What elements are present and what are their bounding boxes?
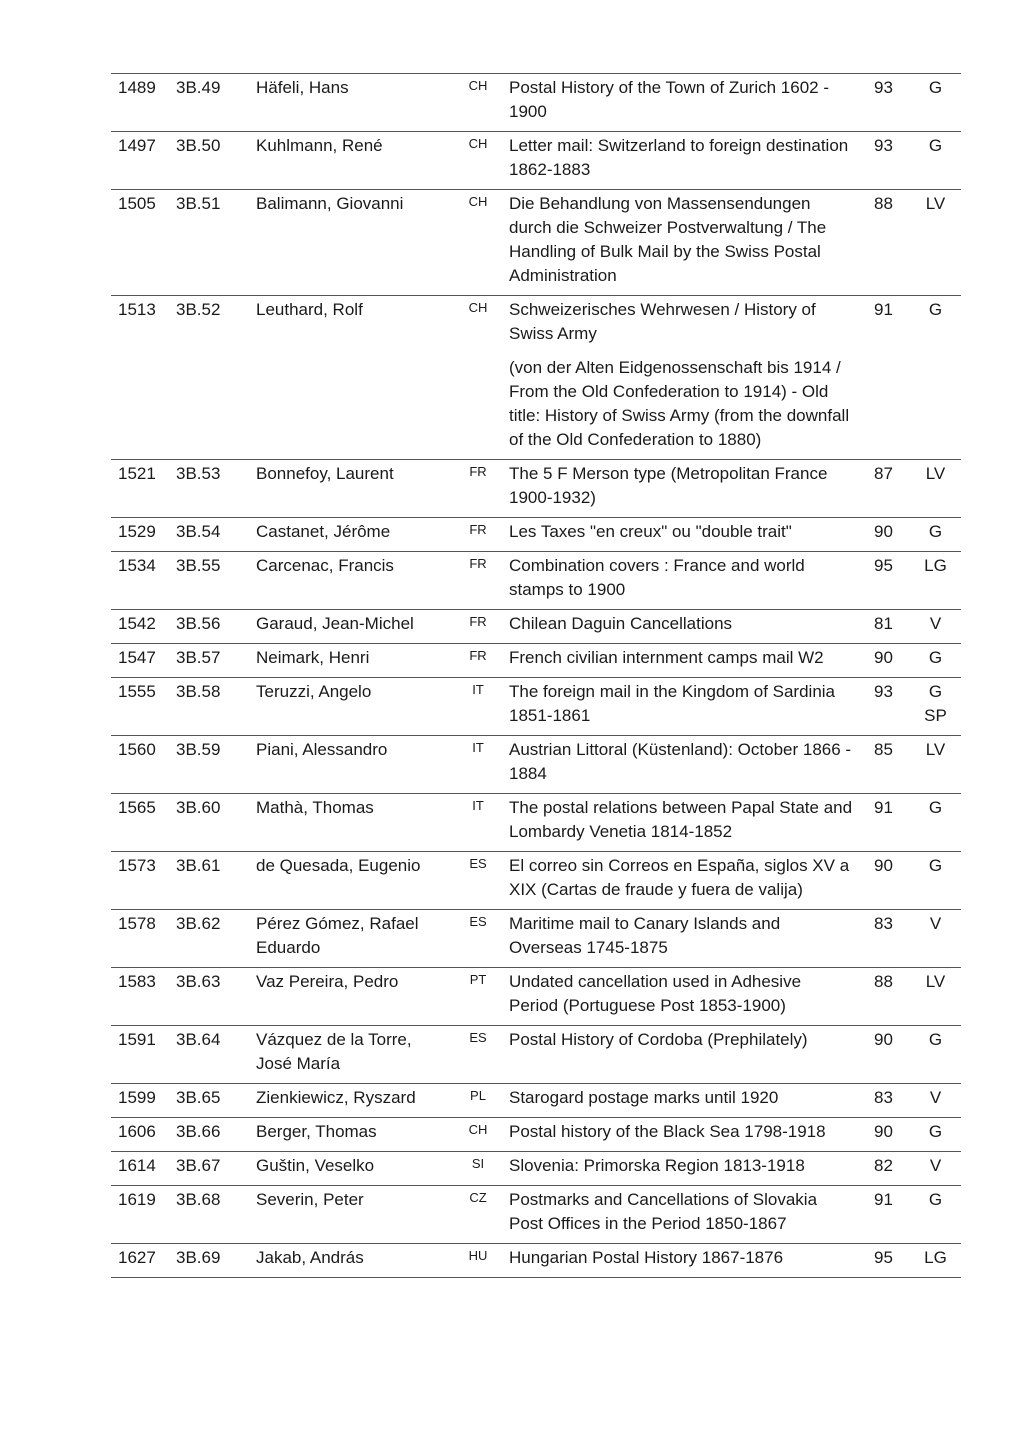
country-code: ES: [453, 910, 503, 968]
exhibitor-name: Balimann, Giovanni: [250, 190, 453, 296]
medal-code: LV: [925, 464, 946, 483]
frame-number: 3B.58: [170, 678, 250, 736]
medal-code: G: [928, 1122, 943, 1141]
medal-code: LV: [925, 740, 946, 759]
medal-code: V: [929, 1156, 942, 1175]
medal-code: G: [928, 856, 943, 875]
country-code: CZ: [453, 1186, 503, 1244]
medal-award: [910, 678, 961, 736]
medal-award: [910, 1186, 961, 1244]
page-number: 1521: [111, 460, 170, 518]
points-score: 93: [860, 74, 910, 132]
page-number: 1497: [111, 132, 170, 190]
exhibit-title-paragraph: Undated cancellation used in Adhesive Period (Portuguese Post 1853-1900): [509, 972, 802, 1015]
exhibitor-name: Zienkiewicz, Ryszard: [250, 1084, 453, 1118]
points-score: 83: [860, 1084, 910, 1118]
frame-number: 3B.57: [170, 644, 250, 678]
table-row: [111, 1084, 961, 1118]
exhibit-title-paragraph: Postmarks and Cancellations of Slovakia Post Offices in the Period 1850-1867: [509, 1190, 818, 1233]
frame-number: 3B.67: [170, 1152, 250, 1186]
country-code: FR: [453, 518, 503, 552]
exhibit-title-paragraph: Les Taxes "en creux" ou "double trait": [509, 522, 792, 541]
exhibit-title-paragraph: Combination covers : France and world stamps to 1900: [509, 556, 805, 599]
country-code: ES: [453, 1026, 503, 1084]
frame-number: 3B.59: [170, 736, 250, 794]
medal-code: G: [928, 300, 943, 319]
frame-number: 3B.50: [170, 132, 250, 190]
frame-number: 3B.66: [170, 1118, 250, 1152]
page-number: 1505: [111, 190, 170, 296]
country-code: CH: [453, 74, 503, 132]
table-row: [111, 968, 961, 1026]
country-code: FR: [453, 460, 503, 518]
exhibitor-name: Mathà, Thomas: [250, 794, 453, 852]
points-score: 88: [860, 190, 910, 296]
points-score: 83: [860, 910, 910, 968]
medal-award: [910, 644, 961, 678]
exhibitor-name: Piani, Alessandro: [250, 736, 453, 794]
points-score: 82: [860, 1152, 910, 1186]
exhibit-title: [503, 1152, 860, 1186]
points-score: 95: [860, 1244, 910, 1278]
table-row: [111, 190, 961, 296]
exhibit-title: [503, 968, 860, 1026]
table-row: [111, 552, 961, 610]
exhibit-title: [503, 1026, 860, 1084]
exhibit-title-paragraph: Starogard postage marks until 1920: [509, 1088, 779, 1107]
medal-code: SP: [924, 706, 947, 725]
exhibitor-name: Jakab, András: [250, 1244, 453, 1278]
medal-award: [910, 736, 961, 794]
country-code: FR: [453, 552, 503, 610]
page-number: 1560: [111, 736, 170, 794]
exhibit-title-paragraph: Die Behandlung von Massensendungen durch die Schweizer Postverwaltung / The Handling of Bulk Mail by the Swiss Postal Administration: [509, 194, 827, 285]
exhibitor-name: Leuthard, Rolf: [250, 296, 453, 460]
country-code: CH: [453, 190, 503, 296]
page-number: 1591: [111, 1026, 170, 1084]
exhibitor-name: Häfeli, Hans: [250, 74, 453, 132]
exhibit-title-paragraph: Chilean Daguin Cancellations: [509, 614, 733, 633]
medal-code: LV: [925, 972, 946, 991]
medal-code: V: [929, 1088, 942, 1107]
table-row: [111, 1026, 961, 1084]
points-score: 85: [860, 736, 910, 794]
exhibit-title-paragraph: Letter mail: Switzerland to foreign destination 1862-1883: [509, 136, 849, 179]
medal-code: G: [928, 1190, 943, 1209]
exhibitor-name: Garaud, Jean-Michel: [250, 610, 453, 644]
table-row: [111, 132, 961, 190]
exhibit-title: [503, 852, 860, 910]
points-score: 87: [860, 460, 910, 518]
table-row: [111, 910, 961, 968]
page-number: 1489: [111, 74, 170, 132]
exhibit-title: [503, 74, 860, 132]
frame-number: 3B.52: [170, 296, 250, 460]
points-score: 81: [860, 610, 910, 644]
frame-number: 3B.53: [170, 460, 250, 518]
exhibit-title: [503, 552, 860, 610]
country-code: CH: [453, 1118, 503, 1152]
exhibit-title-paragraph: Postal history of the Black Sea 1798-1918: [509, 1122, 826, 1141]
exhibitor-name: Bonnefoy, Laurent: [250, 460, 453, 518]
page-number: 1573: [111, 852, 170, 910]
points-score: 90: [860, 644, 910, 678]
medal-award: [910, 1026, 961, 1084]
exhibit-title: [503, 190, 860, 296]
country-code: IT: [453, 794, 503, 852]
exhibit-title-paragraph: El correo sin Correos en España, siglos XV a XIX (Cartas de fraude y fuera de valija): [509, 856, 850, 899]
medal-code: G: [928, 78, 943, 97]
exhibitor-name: Severin, Peter: [250, 1186, 453, 1244]
exhibitor-name: Carcenac, Francis: [250, 552, 453, 610]
points-score: 90: [860, 852, 910, 910]
exhibitor-name: Neimark, Henri: [250, 644, 453, 678]
exhibit-title: [503, 678, 860, 736]
page-number: 1599: [111, 1084, 170, 1118]
medal-code: V: [929, 614, 942, 633]
exhibitor-name: Kuhlmann, René: [250, 132, 453, 190]
medal-code: G: [928, 522, 943, 541]
page-number: 1555: [111, 678, 170, 736]
page-number: 1583: [111, 968, 170, 1026]
table-row: [111, 736, 961, 794]
table-row: [111, 1186, 961, 1244]
exhibit-title-paragraph: Postal History of the Town of Zurich 1602 - 1900: [509, 78, 830, 121]
exhibit-title-paragraph: Schweizerisches Wehrwesen / History of Swiss Army: [509, 300, 816, 343]
country-code: FR: [453, 610, 503, 644]
medal-code: LV: [925, 194, 946, 213]
medal-award: [910, 610, 961, 644]
frame-number: 3B.51: [170, 190, 250, 296]
frame-number: 3B.65: [170, 1084, 250, 1118]
points-score: 91: [860, 1186, 910, 1244]
frame-number: 3B.54: [170, 518, 250, 552]
exhibitor-name: Pérez Gómez, Rafael Eduardo: [250, 910, 453, 968]
points-score: 95: [860, 552, 910, 610]
table-row: [111, 852, 961, 910]
medal-code: LG: [924, 556, 947, 575]
medal-award: [910, 910, 961, 968]
country-code: CH: [453, 296, 503, 460]
exhibit-title: [503, 132, 860, 190]
exhibit-title: [503, 910, 860, 968]
medal-award: [910, 518, 961, 552]
page-number: 1614: [111, 1152, 170, 1186]
table-row: [111, 1118, 961, 1152]
medal-award: [910, 968, 961, 1026]
medal-code: G: [928, 136, 943, 155]
page-number: 1619: [111, 1186, 170, 1244]
frame-number: 3B.61: [170, 852, 250, 910]
medal-award: [910, 190, 961, 296]
table-row: [111, 610, 961, 644]
exhibit-title-paragraph: Austrian Littoral (Küstenland): October 1866 - 1884: [509, 740, 852, 783]
medal-award: [910, 1152, 961, 1186]
frame-number: 3B.62: [170, 910, 250, 968]
points-score: 91: [860, 794, 910, 852]
medal-award: [910, 1244, 961, 1278]
frame-number: 3B.55: [170, 552, 250, 610]
exhibit-title-paragraph: French civilian internment camps mail W2: [509, 648, 824, 667]
table-row: [111, 518, 961, 552]
country-code: PL: [453, 1084, 503, 1118]
medal-award: [910, 460, 961, 518]
country-code: HU: [453, 1244, 503, 1278]
exhibitor-name: Vázquez de la Torre, José María: [250, 1026, 453, 1084]
points-score: 90: [860, 518, 910, 552]
exhibit-title-paragraph: Maritime mail to Canary Islands and Overseas 1745-1875: [509, 914, 781, 957]
medal-award: [910, 852, 961, 910]
medal-award: [910, 552, 961, 610]
frame-number: 3B.56: [170, 610, 250, 644]
exhibit-title: [503, 794, 860, 852]
points-score: 90: [860, 1026, 910, 1084]
country-code: PT: [453, 968, 503, 1026]
country-code: IT: [453, 736, 503, 794]
points-score: 91: [860, 296, 910, 460]
exhibit-results-table: [111, 73, 961, 1278]
medal-code: G: [928, 798, 943, 817]
exhibit-title-paragraph: Slovenia: Primorska Region 1813-1918: [509, 1156, 805, 1175]
exhibit-title-paragraph: The postal relations between Papal State and Lombardy Venetia 1814-1852: [509, 798, 853, 841]
frame-number: 3B.63: [170, 968, 250, 1026]
exhibitor-name: Vaz Pereira, Pedro: [250, 968, 453, 1026]
page-number: 1529: [111, 518, 170, 552]
medal-code: G: [928, 682, 943, 701]
exhibit-title: [503, 518, 860, 552]
exhibitor-name: Berger, Thomas: [250, 1118, 453, 1152]
page-number: 1542: [111, 610, 170, 644]
page-number: 1606: [111, 1118, 170, 1152]
page-number: 1627: [111, 1244, 170, 1278]
medal-award: [910, 296, 961, 460]
exhibit-title: [503, 1118, 860, 1152]
country-code: CH: [453, 132, 503, 190]
table-row: [111, 1244, 961, 1278]
page-number: 1534: [111, 552, 170, 610]
exhibit-title: [503, 1186, 860, 1244]
exhibitor-name: Teruzzi, Angelo: [250, 678, 453, 736]
medal-code: G: [928, 648, 943, 667]
page-number: 1547: [111, 644, 170, 678]
table-row: [111, 74, 961, 132]
country-code: FR: [453, 644, 503, 678]
exhibitor-name: Guštin, Veselko: [250, 1152, 453, 1186]
table-row: [111, 1152, 961, 1186]
medal-award: [910, 1084, 961, 1118]
points-score: 90: [860, 1118, 910, 1152]
exhibit-title-paragraph: Postal History of Cordoba (Prephilately): [509, 1030, 808, 1049]
exhibit-title: [503, 644, 860, 678]
medal-award: [910, 794, 961, 852]
points-score: 93: [860, 132, 910, 190]
frame-number: 3B.60: [170, 794, 250, 852]
exhibitor-name: Castanet, Jérôme: [250, 518, 453, 552]
exhibit-title: [503, 736, 860, 794]
points-score: 88: [860, 968, 910, 1026]
points-score: 93: [860, 678, 910, 736]
frame-number: 3B.68: [170, 1186, 250, 1244]
exhibit-title-paragraph: Hungarian Postal History 1867-1876: [509, 1248, 784, 1267]
table-row: [111, 644, 961, 678]
table-row: [111, 296, 961, 460]
table-body: [111, 74, 961, 1278]
exhibit-title: [503, 1084, 860, 1118]
medal-award: [910, 1118, 961, 1152]
medal-code: G: [928, 1030, 943, 1049]
exhibit-title: [503, 296, 860, 460]
table-row: [111, 460, 961, 518]
page-number: 1578: [111, 910, 170, 968]
frame-number: 3B.49: [170, 74, 250, 132]
exhibit-title-paragraph: The foreign mail in the Kingdom of Sardinia 1851-1861: [509, 682, 836, 725]
country-code: IT: [453, 678, 503, 736]
medal-code: V: [929, 914, 942, 933]
country-code: SI: [453, 1152, 503, 1186]
exhibit-title-paragraph: (von der Alten Eidgenossenschaft bis 1914 / From the Old Confederation to 1914) - Old title: History of Swiss Army (from the downfall of the Old Confederation to 1880): [509, 358, 850, 449]
exhibit-title: [503, 1244, 860, 1278]
exhibitor-name: de Quesada, Eugenio: [250, 852, 453, 910]
table-row: [111, 794, 961, 852]
exhibit-title-paragraph: The 5 F Merson type (Metropolitan France 1900-1932): [509, 464, 828, 507]
page-number: 1513: [111, 296, 170, 460]
medal-award: [910, 74, 961, 132]
table-row: [111, 678, 961, 736]
exhibit-title: [503, 460, 860, 518]
frame-number: 3B.64: [170, 1026, 250, 1084]
medal-award: [910, 132, 961, 190]
frame-number: 3B.69: [170, 1244, 250, 1278]
country-code: ES: [453, 852, 503, 910]
page-number: 1565: [111, 794, 170, 852]
medal-code: LG: [924, 1248, 947, 1267]
exhibit-title: [503, 610, 860, 644]
